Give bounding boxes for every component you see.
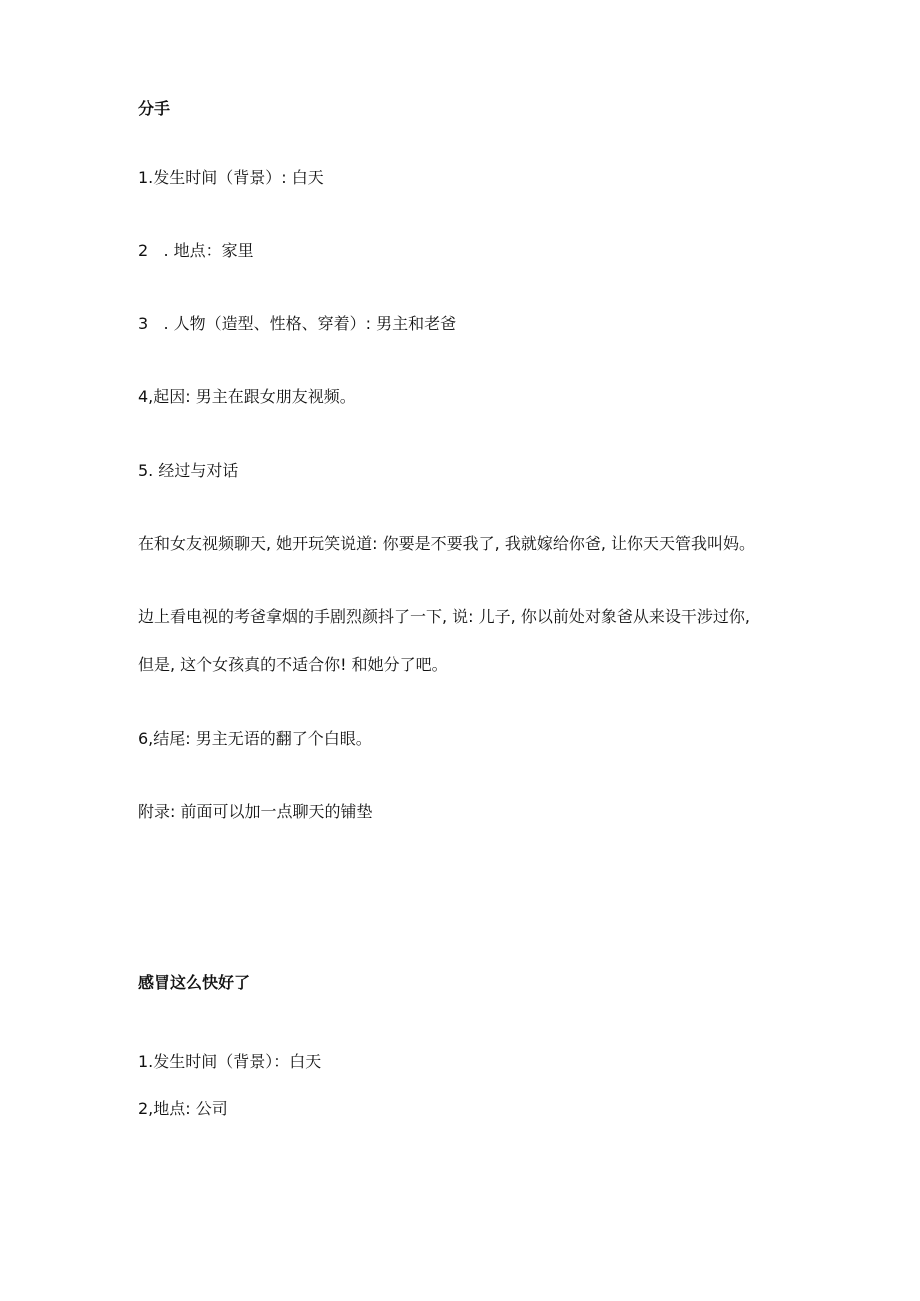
line-time: 1.发生时间（背景）: 白天 bbox=[138, 168, 324, 187]
line-dialogue-1: 在和女友视频聊天, 她开玩笑说道: 你要是不要我了, 我就嫁给你爸, 让你天天管我叫妈。 bbox=[138, 534, 755, 553]
line-characters: 3 . 人物（造型、性格、穿着）: 男主和老爸 bbox=[138, 314, 457, 333]
line-dialogue-2: 边上看电视的考爸拿烟的手剧烈颜抖了一下, 说: 儿子, 你以前处对象爸从来设干涉过你, bbox=[138, 607, 750, 626]
line-process-heading: 5. 经过与对话 bbox=[138, 461, 239, 480]
line-cause: 4,起因: 男主在跟女朋友视频。 bbox=[138, 387, 356, 406]
section-title-cold: 感冒这么快好了 bbox=[138, 973, 251, 992]
line-location: 2 . 地点：家里 bbox=[138, 241, 254, 260]
line-location-2: 2,地点: 公司 bbox=[138, 1099, 228, 1118]
line-time-2: 1.发生时间（背景）：白天 bbox=[138, 1052, 322, 1071]
line-ending: 6,结尾: 男主无语的翻了个白眼。 bbox=[138, 729, 372, 748]
section-title-breakup: 分手 bbox=[138, 99, 171, 118]
line-appendix: 附录: 前面可以加一点聊天的铺垫 bbox=[138, 802, 373, 821]
line-dialogue-3: 但是, 这个女孩真的不适合你! 和她分了吧。 bbox=[138, 655, 448, 674]
